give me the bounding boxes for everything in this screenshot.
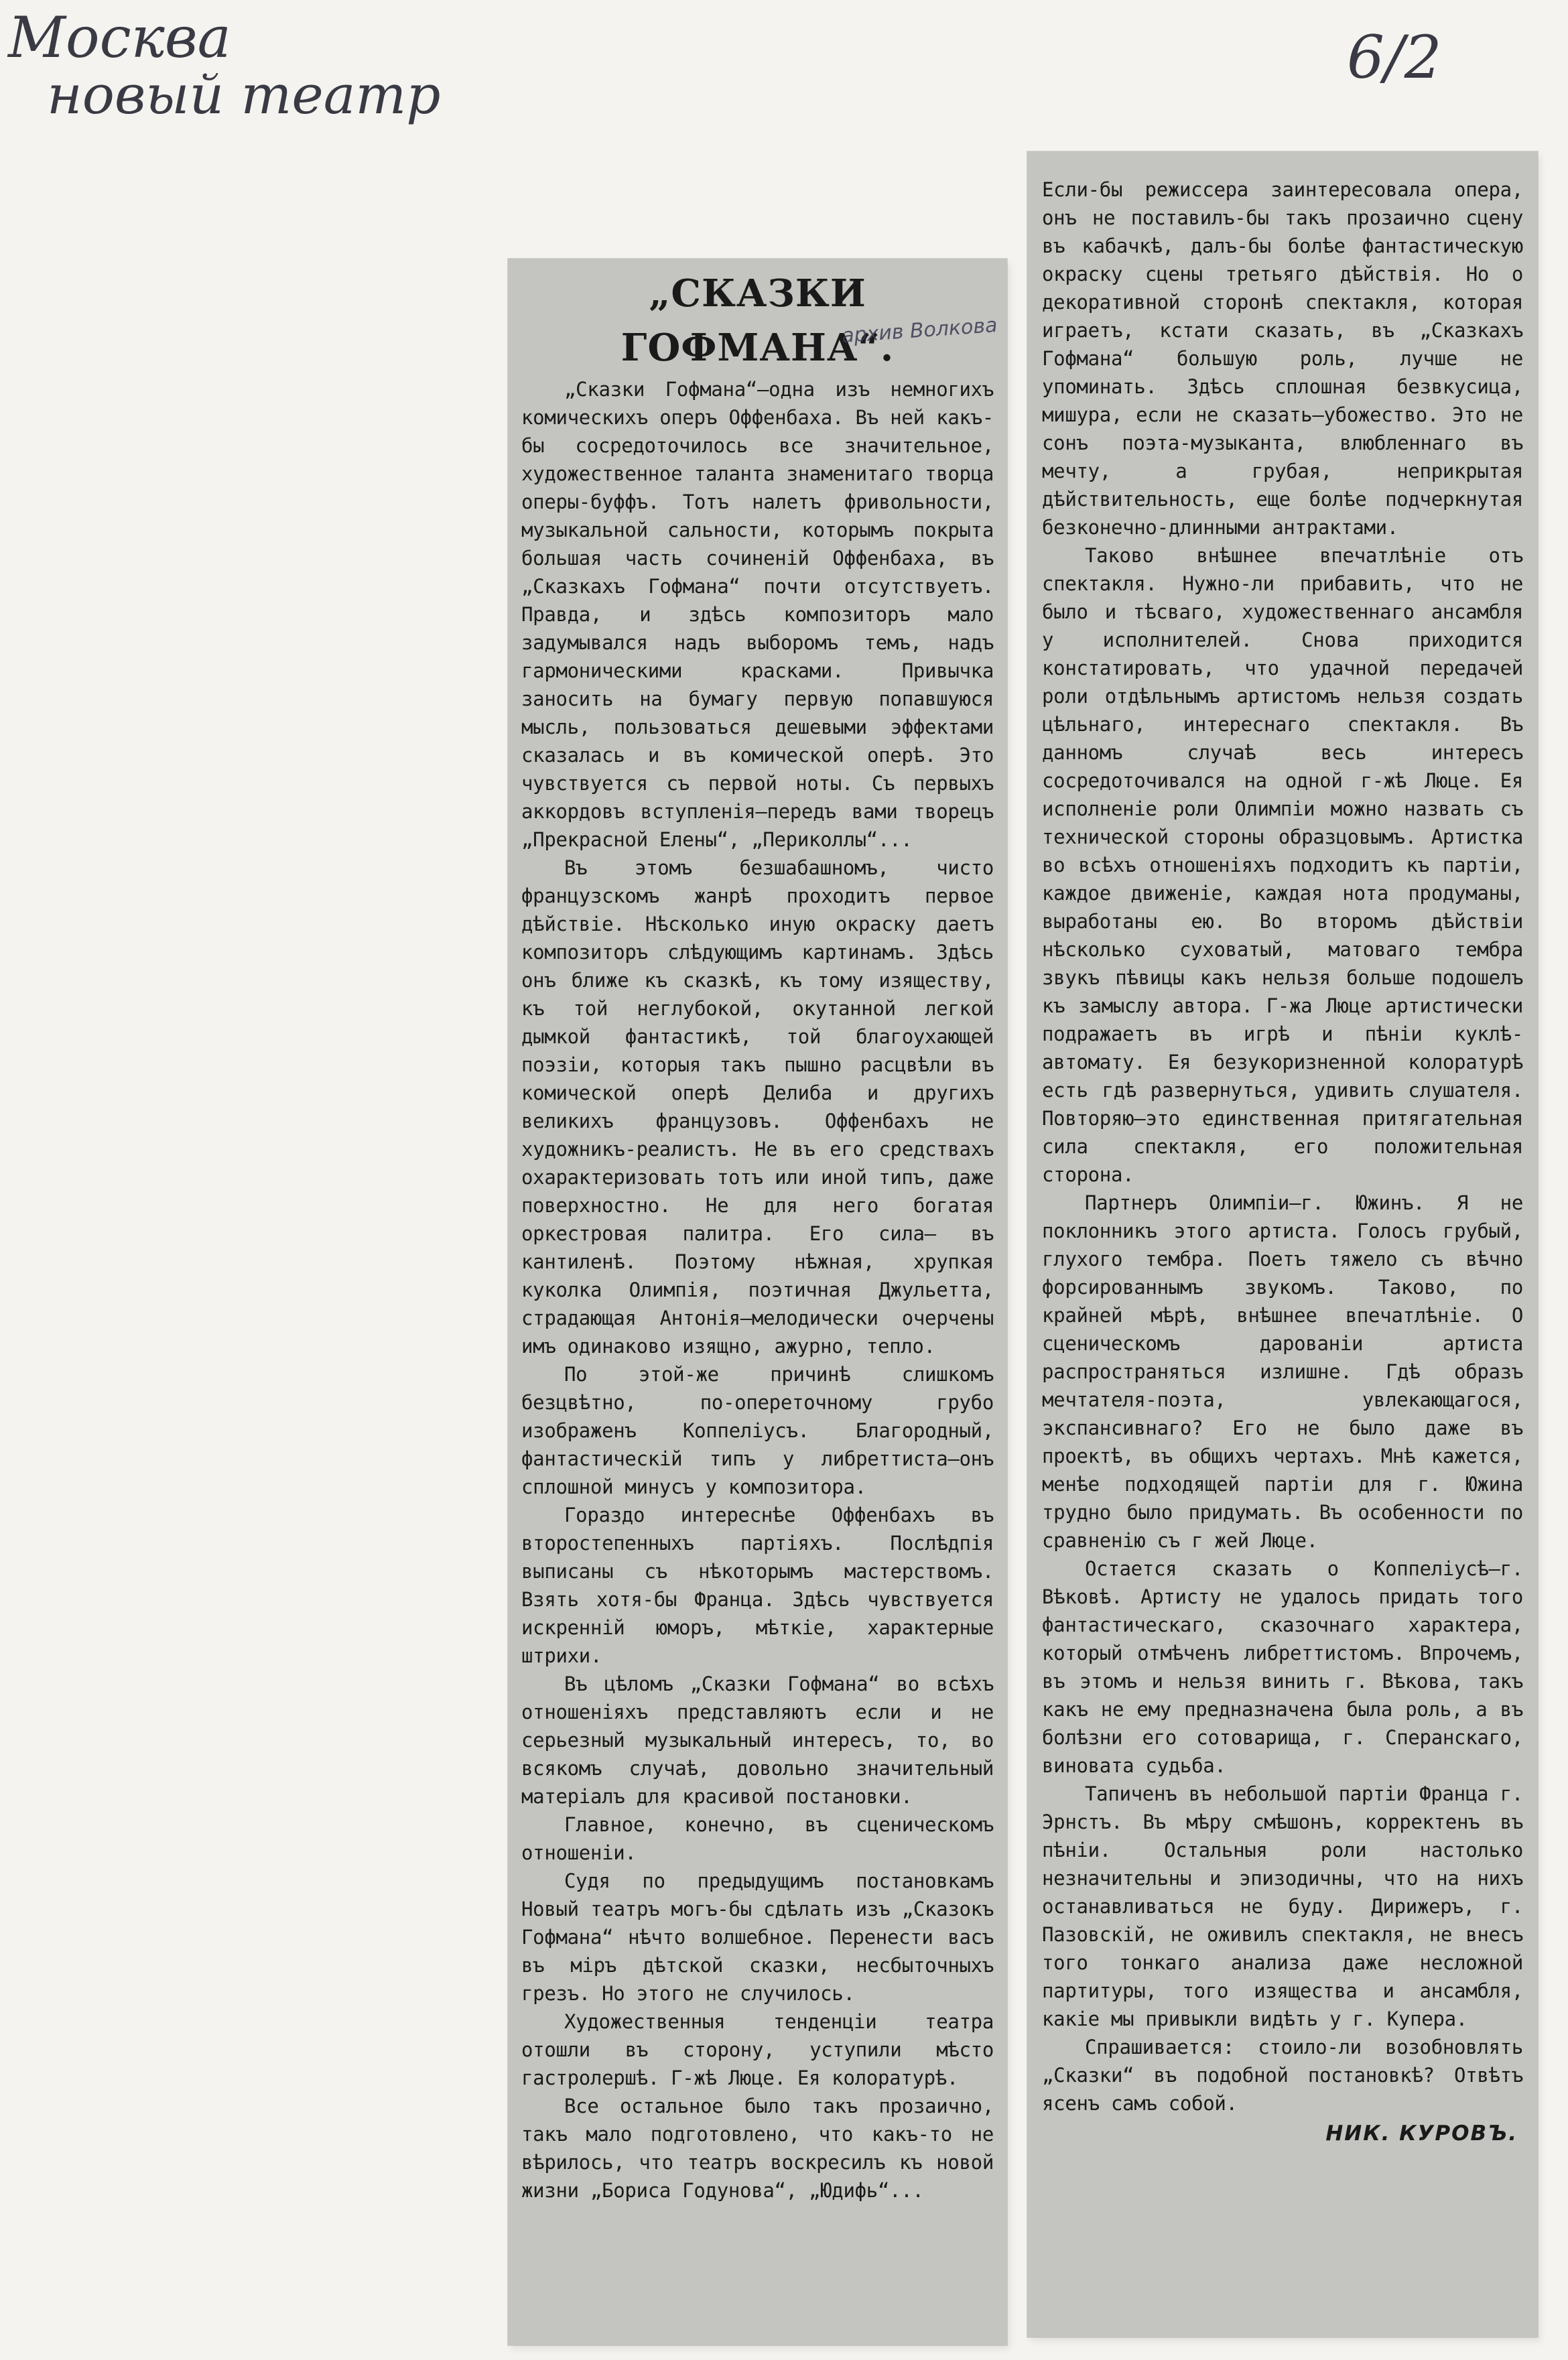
- handwritten-theater-note: новый театр: [47, 64, 441, 126]
- handwritten-page-number: 6/2: [1347, 23, 1442, 92]
- article-paragraph: Гораздо интереснѣе Оффенбахъ въ второстепенныхъ партіяхъ. Послѣдпія выписаны съ нѣкоторымъ мастерствомъ. Взять хотя-бы Франца. Здѣсь чувствуется искренній юморъ, мѣткіе, характерные штрихи.: [521, 1504, 994, 1668]
- handwritten-city-note: Москва: [8, 5, 231, 70]
- article-paragraph: Если-бы режиссера заинтересовала опера, онъ не поставилъ-бы такъ прозаично сцену въ кабачкѣ, далъ-бы болѣе фантастическую окраску сцены третьяго дѣйствія. Но о декоративной сторонѣ спектакля, которая играетъ, кстати сказать, въ „Сказкахъ Гофмана“ большую роль, лучше не упоминать. Здѣсь сплошная безвкусица, мишура, если не сказать—убожество. Это не сонъ поэта-музыканта, влюбленнаго въ мечту, а грубая, неприкрытая дѣйствительность, еще болѣе подчеркнутая безконечно-длинными антрактами.: [1042, 178, 1523, 539]
- archive-stamp: архив Волкова: [841, 313, 998, 348]
- article-paragraph: По этой-же причинѣ слишкомъ безцвѣтно, по-опереточному грубо изображенъ Коппеліусъ. Благородный, фантастическій типъ у либреттиста—онъ сплошной минусъ у композитора.: [521, 1363, 994, 1499]
- article-paragraph: Судя по предыдущимъ постановкамъ Новый театръ могъ-бы сдѣлать изъ „Сказокъ Гофмана“ нѣчто волшебное. Перенести васъ въ міръ дѣтской сказки, несбыточныхъ грезъ. Но этого не случилось.: [521, 1870, 994, 2006]
- article-paragraph: Въ этомъ безшабашномъ, чисто французскомъ жанрѣ проходитъ первое дѣйствіе. Нѣсколько иную окраску даетъ композиторъ слѣдующимъ картинамъ. Здѣсь онъ ближе къ сказкѣ, къ тому изяществу, къ той неглубокой, окутанной легкой дымкой фантастикѣ, той благоухающей поэзіи, которыя такъ пышно расцвѣли въ комической оперѣ Делиба и другихъ великихъ французовъ. Оффенбахъ не художникъ-реалистъ. Не въ его средствахъ охарактеризовать тотъ или иной типъ, даже поверхностно. Не для него богатая оркестровая палитра. Его сила— въ кантиленѣ. Поэтому нѣжная, хрупкая куколка Олимпія, поэтичная Джульетта, страдающая Антонія—мелодически очерчены имъ одинаково изящно, ажурно, тепло.: [521, 856, 994, 1358]
- newspaper-clipping-left: [508, 259, 1007, 2345]
- article-paragraph: Главное, конечно, въ сценическомъ отношеніи.: [521, 1813, 994, 1865]
- author-signature: НИК. КУРОВЪ.: [1325, 2121, 1518, 2146]
- article-headline: „СКАЗКИ ГОФМАНА“.: [620, 271, 895, 371]
- article-paragraph: Спрашивается: стоило-ли возобновлять „Сказки“ въ подобной постановкѣ? Отвѣтъ ясенъ самъ собой.: [1042, 2036, 1523, 2115]
- newspaper-clipping-right: [1027, 151, 1538, 2337]
- article-paragraph: Все остальное было такъ прозаично, такъ мало подготовлено, что какъ-то не вѣрилось, что театръ воскресилъ къ новой жизни „Бориса Годунова“, „Юдифь“...: [521, 2095, 994, 2203]
- article-paragraph: „Сказки Гофмана“—одна изъ немногихъ комическихъ оперъ Оффенбаха. Въ ней какъ-бы сосредоточилось все значительное, художественное талантa знаменитаго творца оперы-буффъ. Тотъ налетъ фривольности, музыкальной сальности, которымъ покрыта большая часть сочиненій Оффенбаха, въ „Сказкахъ Гофмана“ почти отсутствуетъ. Правда, и здѣсь композиторъ мало задумывался надъ выборомъ темъ, надъ гармоническими красками. Привычка заносить на бумагу первую попавшуюся мысль, пользоваться дешевыми эффектами сказалась и въ комической оперѣ. Это чувствуется съ первой ноты. Съ первыхъ аккордовъ вступленія—передъ вами творецъ „Прекрасной Елены“, „Периколлы“...: [521, 378, 994, 852]
- article-paragraph: Художественныя тенденціи театра отошли въ сторону, уступили мѣсто гастролершѣ. Г-жѣ Люце. Ея колоратурѣ.: [521, 2010, 994, 2090]
- article-paragraph: Таково внѣшнее впечатлѣніе отъ спектакля. Нужно-ли прибавить, что не было и тѣсваго, художественнаго ансамбля у исполнителей. Снова приходится констатировать, что удачной передачей роли отдѣльнымъ артистомъ нельзя создать цѣльнаго, интереснаго спектакля. Въ данномъ случаѣ весь интересъ сосредоточивался на одной г-жѣ Люце. Ея исполненіе роли Олимпіи можно назвать съ технической стороны образцовымъ. Артистка во всѣхъ отношеніяхъ подходитъ къ партіи, каждое движеніе, каждая нота продуманы, выработаны ею. Во второмъ дѣйствіи нѣсколько суховатый, матоваго тембра звукъ пѣвицы какъ нельзя больше подошелъ къ замыслу автора. Г-жа Люце артистически подражаетъ въ игрѣ и пѣніи куклѣ-автомату. Ея безукоризненной колоратурѣ есть гдѣ развернуться, удивить слушателя. Повторяю—это единственная притягательная сила спектакля, его положительная сторона.: [1042, 544, 1523, 1186]
- article-paragraph: Тапиченъ въ небольшой партіи Франца г. Эрнстъ. Въ мѣру смѣшонъ, корректенъ въ пѣніи. Остальныя роли настолько незначительны и эпизодичны, что на нихъ останавливаться не буду. Дирижеръ, г. Пазовскій, не оживилъ спектакля, не внесъ того тонкаго анализа даже несложной партитуры, того изящества и ансамбля, какіе мы привыкли видѣть у г. Купера.: [1042, 1782, 1523, 2030]
- article-paragraph: Партнеръ Олимпіи—г. Южинъ. Я не поклонникъ этого артиста. Голосъ грубый, глухого тембра. Поетъ тяжело съ вѣчно форсированнымъ звукомъ. Таково, по крайней мѣрѣ, внѣшнее впечатлѣніе. О сценическомъ дарованіи артиста распространяться излишне. Гдѣ образъ мечтателя-поэта, увлекающагося, экспансивнаго? Его не было даже въ проектѣ, въ общихъ чертахъ. Мнѣ кажется, менѣе подходящей партіи для г. Южина трудно было придумать. Въ особенности по сравненію съ г жей Люце.: [1042, 1191, 1523, 1552]
- article-paragraph: Въ цѣломъ „Сказки Гофмана“ во всѣхъ отношеніяхъ представляютъ если и не серьезный музыкальный интересъ, то, во всякомъ случаѣ, довольно значительный матеріалъ для красивой постановки.: [521, 1673, 994, 1809]
- article-paragraph: Остается сказать о Коппеліусѣ—г. Вѣковѣ. Артисту не удалось придать того фантастическаго, сказочнаго характера, который отмѣченъ либреттистомъ. Впрочемъ, въ этомъ и нельзя винить г. Вѣкова, такъ какъ не ему предназначена была роль, а въ болѣзни его сотоварища, г. Сперанскаго, виновата судьба.: [1042, 1557, 1523, 1777]
